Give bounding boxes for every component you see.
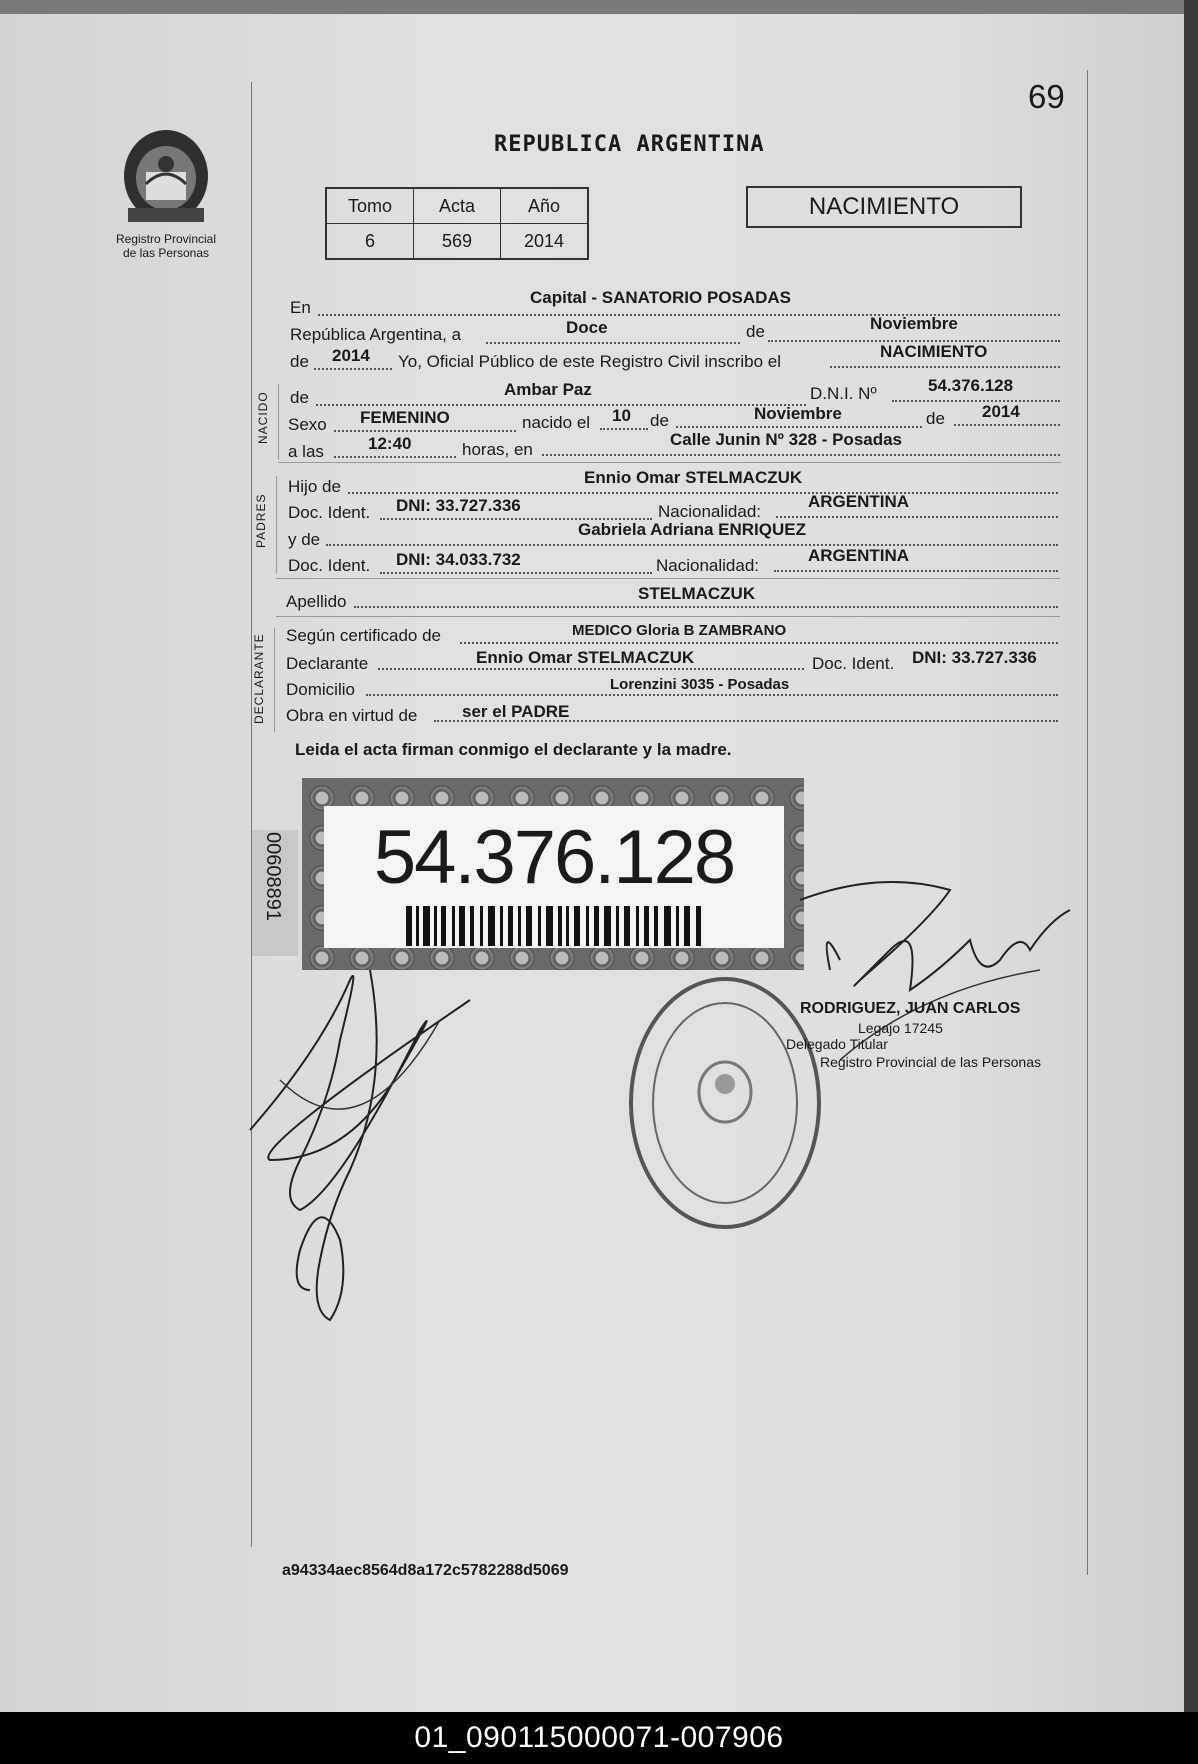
logo-caption-line-1: Registro Provincial bbox=[115, 232, 217, 246]
madre-nombre: Gabriela Adriana ENRIQUEZ bbox=[578, 520, 806, 539]
record-type-box: NACIMIENTO bbox=[746, 186, 1022, 228]
horas-label: horas, en bbox=[462, 440, 533, 459]
dotted-line bbox=[486, 342, 740, 344]
registry-seal bbox=[626, 972, 824, 1234]
officer-legajo: Legajo 17245 bbox=[858, 1020, 943, 1036]
scan-edge-right bbox=[1184, 0, 1198, 1712]
alas-label: a las bbox=[288, 442, 324, 461]
logo-caption-line-2: de las Personas bbox=[122, 246, 210, 260]
en-value: Capital - SANATORIO POSADAS bbox=[530, 288, 792, 307]
declarante-label: Declarante bbox=[286, 654, 369, 673]
domicilio-label: Domicilio bbox=[286, 680, 355, 699]
header-tomo: Tomo bbox=[326, 188, 414, 224]
dni-label: D.N.I. Nº bbox=[810, 384, 877, 403]
padre-dni: DNI: 33.727.336 bbox=[396, 496, 521, 515]
madre-nac-label: Nacionalidad: bbox=[656, 556, 760, 575]
header-anio: Año bbox=[501, 188, 589, 224]
barcode bbox=[404, 906, 704, 946]
declarante-dni: DNI: 33.727.336 bbox=[912, 648, 1037, 667]
dotted-line bbox=[460, 642, 1058, 644]
declarant-signature bbox=[240, 960, 480, 1330]
domicilio-value: Lorenzini 3035 - Posadas bbox=[610, 676, 790, 693]
logo-caption bbox=[96, 232, 236, 260]
nacido-de-label-3: de bbox=[926, 409, 945, 428]
nacido-sexo: FEMENINO bbox=[360, 408, 450, 427]
value-tomo: 6 bbox=[326, 224, 414, 260]
leida-statement: Leida el acta firman conmigo el declarante y la madre. bbox=[295, 740, 732, 759]
officer-registro: Registro Provincial de las Personas bbox=[820, 1054, 1041, 1070]
padre-nacionalidad: ARGENTINA bbox=[808, 492, 910, 511]
mes-value: Noviembre bbox=[870, 314, 958, 333]
madre-nacionalidad: ARGENTINA bbox=[808, 546, 910, 565]
dni-sticker-label bbox=[324, 806, 784, 948]
serial-number: 00608891 bbox=[262, 832, 284, 921]
nacido-dni: 54.376.128 bbox=[928, 376, 1014, 395]
registry-table bbox=[325, 187, 589, 260]
section-label-declarante: DECLARANTE bbox=[252, 633, 266, 724]
dia-value: Doce bbox=[566, 318, 608, 337]
nacido-anio: 2014 bbox=[982, 402, 1020, 421]
padre-nombre: Ennio Omar STELMACZUK bbox=[584, 468, 803, 487]
dotted-line bbox=[326, 544, 1058, 546]
dotted-line bbox=[542, 454, 1060, 456]
document-hash: a94334aec8564d8a172c5782288d5069 bbox=[282, 1562, 569, 1579]
document-title: REPUBLICA ARGENTINA bbox=[494, 132, 765, 157]
inscribo-value: NACIMIENTO bbox=[880, 342, 988, 361]
madre-doc-label: Doc. Ident. bbox=[288, 556, 371, 575]
obra-value: ser el PADRE bbox=[462, 702, 570, 721]
anio-value: 2014 bbox=[332, 346, 370, 365]
certificado-value: MEDICO Gloria B ZAMBRANO bbox=[572, 622, 787, 639]
dotted-line bbox=[366, 694, 1058, 696]
officer-cargo: Delegado Titular bbox=[786, 1036, 888, 1052]
dotted-line bbox=[348, 492, 1058, 494]
officer-name: RODRIGUEZ, JUAN CARLOS bbox=[800, 1000, 1021, 1017]
dotted-line bbox=[892, 400, 1060, 402]
value-anio: 2014 bbox=[501, 224, 589, 260]
nacido-nombre: Ambar Paz bbox=[504, 380, 592, 399]
certificado-label: Según certificado de bbox=[286, 626, 441, 645]
de2-label: de bbox=[290, 352, 309, 371]
dotted-line bbox=[380, 572, 652, 574]
misiones-coat-of-arms-logo bbox=[118, 124, 214, 228]
serial-number-strip bbox=[252, 830, 298, 956]
yde-label: y de bbox=[288, 530, 321, 549]
section-label-padres: PADRES bbox=[254, 493, 268, 548]
section-separator bbox=[276, 616, 1060, 617]
en-label: En bbox=[290, 298, 311, 317]
dotted-line bbox=[354, 606, 1058, 608]
dotted-line bbox=[676, 426, 922, 428]
section-separator bbox=[278, 462, 1062, 463]
dotted-line bbox=[774, 570, 1058, 572]
dotted-line bbox=[378, 668, 804, 670]
dotted-line bbox=[954, 424, 1060, 426]
hijo-label: Hijo de bbox=[288, 477, 341, 496]
republica-label: República Argentina, a bbox=[290, 325, 462, 344]
dotted-line bbox=[830, 366, 1060, 368]
apellido-value: STELMACZUK bbox=[638, 584, 756, 603]
section-divider bbox=[274, 628, 275, 732]
scan-edge-top bbox=[0, 0, 1198, 14]
dotted-line bbox=[314, 368, 392, 370]
page-number: 69 bbox=[1028, 78, 1065, 115]
dotted-line bbox=[334, 430, 516, 432]
nacido-de-label: de bbox=[290, 388, 309, 407]
nacido-el-label: nacido el bbox=[522, 413, 591, 432]
dotted-line bbox=[776, 516, 1058, 518]
apellido-label: Apellido bbox=[286, 592, 347, 611]
declarante-doc-label: Doc. Ident. bbox=[812, 654, 895, 673]
madre-dni: DNI: 34.033.732 bbox=[396, 550, 521, 569]
dotted-line bbox=[600, 428, 648, 430]
declarante-nombre: Ennio Omar STELMACZUK bbox=[476, 648, 695, 667]
de-label: de bbox=[746, 322, 765, 341]
dni-sticker-number: 54.376.128 bbox=[373, 815, 735, 900]
header-acta: Acta bbox=[414, 188, 501, 224]
padre-doc-label: Doc. Ident. bbox=[288, 503, 371, 522]
footer-id-bar: 01_090115000071-007906 bbox=[0, 1712, 1198, 1764]
yo-label: Yo, Oficial Público de este Registro Civil inscribo el bbox=[398, 352, 781, 371]
section-separator bbox=[276, 578, 1060, 579]
dni-sticker bbox=[302, 778, 804, 970]
right-margin-line bbox=[1087, 70, 1088, 1575]
section-divider bbox=[278, 384, 279, 460]
nacido-lugar: Calle Junin Nº 328 - Posadas bbox=[670, 430, 903, 449]
value-acta: 569 bbox=[414, 224, 501, 260]
section-divider bbox=[276, 476, 277, 574]
nacido-mes: Noviembre bbox=[754, 404, 842, 423]
padre-nac-label: Nacionalidad: bbox=[658, 502, 762, 521]
section-label-nacido: NACIDO bbox=[256, 391, 270, 444]
nacido-dia: 10 bbox=[612, 406, 631, 425]
nacido-hora: 12:40 bbox=[368, 434, 412, 453]
nacido-de-label-2: de bbox=[650, 411, 669, 430]
dotted-line bbox=[316, 404, 806, 406]
dotted-line bbox=[334, 456, 456, 458]
sexo-label: Sexo bbox=[288, 415, 327, 434]
obra-label: Obra en virtud de bbox=[286, 706, 418, 725]
